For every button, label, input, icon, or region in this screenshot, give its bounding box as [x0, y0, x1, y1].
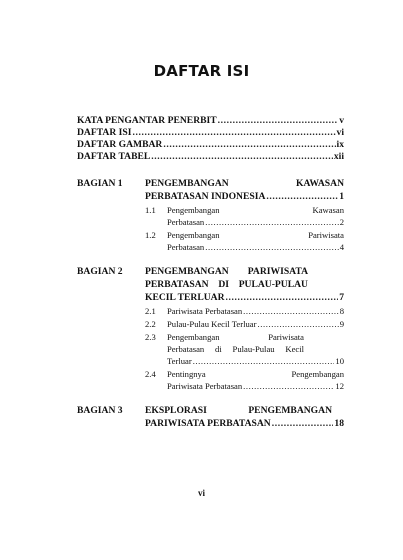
toc-entry-page: vi [336, 127, 344, 138]
toc-entry-label: Terluar [167, 356, 192, 366]
toc-entry-sub-2-2[interactable] [167, 319, 344, 329]
toc-entry-label: KATA PENGANTAR PENERBIT [77, 115, 217, 126]
toc-entry-label: KECIL TERLUAR [145, 292, 225, 303]
sub-number: 2.1 [145, 306, 156, 316]
dot-leader [163, 139, 335, 150]
toc-entry-sub-1-1[interactable] [167, 217, 344, 227]
bagian-1-label: BAGIAN 1 [77, 178, 123, 189]
sub-1-1-line1: Pengembangan Kawasan [167, 205, 344, 215]
toc-entry-page: 12 [335, 381, 344, 391]
sub-2-3-line2: Perbatasan di Pulau-Pulau Kecil [167, 344, 304, 354]
toc-entry-label: PERBATASAN INDONESIA [145, 191, 266, 202]
toc-entry-page: 2 [339, 217, 344, 227]
sub-2-4-line1: Pentingnya Pengembangan [167, 369, 344, 379]
sub-1-2-line1: Pengembangan Pariwisata [167, 230, 344, 240]
bagian-2-title-line1: PENGEMBANGAN PARIWISATA [145, 266, 308, 277]
dot-leader [243, 306, 339, 316]
toc-entry-daftar-tabel[interactable] [77, 151, 344, 162]
toc-entry-bagian-3[interactable] [145, 418, 344, 429]
sub-number: 1.2 [145, 230, 156, 240]
dot-leader [151, 151, 333, 162]
sub-number: 2.3 [145, 332, 156, 342]
dot-leader [193, 356, 335, 366]
toc-entry-page: 9 [339, 319, 344, 329]
toc-entry-sub-2-3[interactable] [167, 356, 344, 366]
toc-entry-page: 1 [339, 191, 344, 202]
sub-number: 2.4 [145, 369, 156, 379]
dot-leader [266, 191, 338, 202]
sub-number: 1.1 [145, 205, 156, 215]
page-title: DAFTAR ISI [153, 62, 250, 80]
toc-entry-kata-pengantar[interactable] [77, 115, 344, 126]
toc-entry-page: xii [333, 151, 344, 162]
bagian-3-label: BAGIAN 3 [77, 405, 123, 416]
bagian-2-title-line2: PERBATASAN DI PULAU-PULAU [145, 279, 308, 290]
sub-number: 2.2 [145, 319, 156, 329]
toc-entry-page: ix [336, 139, 344, 150]
toc-entry-sub-1-2[interactable] [167, 242, 344, 252]
toc-entry-page: 18 [334, 418, 344, 429]
dot-leader [243, 381, 334, 391]
toc-entry-sub-2-4[interactable] [167, 381, 344, 391]
toc-entry-sub-2-1[interactable] [167, 306, 344, 316]
dot-leader [226, 292, 339, 303]
dot-leader [218, 115, 339, 126]
toc-entry-page: 7 [339, 292, 344, 303]
toc-entry-bagian-2[interactable] [145, 292, 344, 303]
toc-entry-label: Pariwisata Perbatasan [167, 381, 243, 391]
bagian-3-title-line1: EKSPLORASI PENGEMBANGAN [145, 405, 332, 416]
bagian-2-label: BAGIAN 2 [77, 266, 123, 277]
toc-entry-label: DAFTAR TABEL [77, 151, 151, 162]
toc-entry-daftar-isi[interactable] [77, 127, 344, 138]
toc-entry-page: 4 [339, 242, 344, 252]
dot-leader [272, 418, 334, 429]
toc-entry-label: Perbatasan [167, 242, 205, 252]
page-number: vi [197, 488, 205, 498]
dot-leader [205, 217, 338, 227]
dot-leader [205, 242, 338, 252]
dot-leader [257, 319, 338, 329]
toc-entry-page: 10 [335, 356, 344, 366]
bagian-1-title-line1: PENGEMBANGAN KAWASAN [145, 178, 344, 189]
toc-entry-page: v [339, 115, 344, 126]
dot-leader [132, 127, 335, 138]
toc-entry-label: Perbatasan [167, 217, 205, 227]
sub-2-3-line1: Pengembangan Pariwisata [167, 332, 304, 342]
toc-entry-page: 8 [339, 306, 344, 316]
toc-entry-label: DAFTAR GAMBAR [77, 139, 163, 150]
toc-entry-label: PARIWISATA PERBATASAN [145, 418, 271, 429]
toc-entry-label: Pariwisata Perbatasan [167, 306, 243, 316]
toc-entry-daftar-gambar[interactable] [77, 139, 344, 150]
toc-entry-bagian-1[interactable] [145, 191, 344, 202]
toc-entry-label: DAFTAR ISI [77, 127, 132, 138]
toc-entry-label: Pulau-Pulau Kecil Terluar [167, 319, 257, 329]
